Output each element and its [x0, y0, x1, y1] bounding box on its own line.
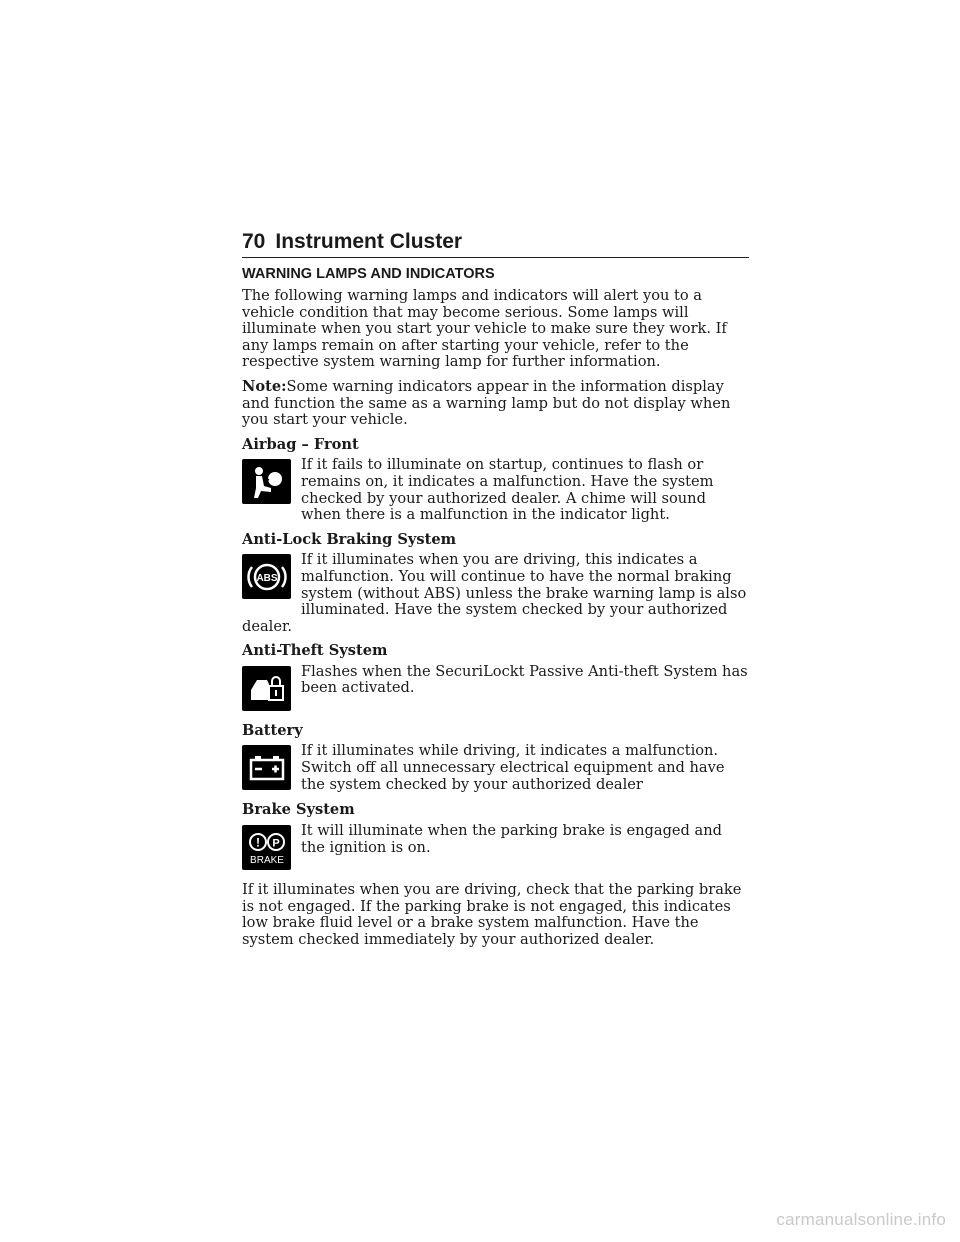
chapter-title: Instrument Cluster	[275, 230, 463, 253]
note-paragraph	[242, 379, 749, 429]
brake-icon	[242, 825, 291, 870]
svg-text:!: !	[255, 835, 260, 850]
brake-followup-paragraph: If it illuminates when you are driving, check that the parking brake is not engaged. If the parking brake is not engaged, this indicates low brake fluid level or a brake system malfunction. Have the system checked immediately by your authorized dealer.	[242, 881, 742, 948]
manual-page	[242, 230, 749, 956]
intro-paragraph: The following warning lamps and indicators will alert you to a vehicle condition that may become serious. Some lamps will illuminate when you start your vehicle to make sure they work. If any lamps remain on after starting your vehicle, refer to the respective system warning lamp for further information.	[242, 287, 727, 371]
page-number: 70	[242, 230, 266, 253]
item-battery	[242, 723, 749, 795]
item-title: Airbag – Front	[242, 435, 359, 453]
item-title: Anti-Theft System	[242, 642, 388, 660]
item-text: Flashes when the SecuriLockt Passive Anti-theft System has been activated.	[301, 662, 748, 697]
item-title: Anti-Lock Braking System	[242, 530, 457, 548]
item-title: Battery	[242, 721, 303, 739]
abs-icon-label: ABS	[255, 572, 278, 584]
item-title: Brake System	[242, 801, 355, 819]
item-text: If it illuminates while driving, it indicates a malfunction. Switch off all unnecessary electrical equipment and have the system checked by your authorized dealer	[301, 742, 725, 793]
item-airbag	[242, 437, 749, 524]
section-title: WARNING LAMPS AND INDICATORS	[242, 266, 495, 282]
abs-icon	[242, 554, 291, 599]
item-text: It will illuminate when the parking brake is engaged and the ignition is on.	[301, 822, 722, 856]
battery-icon	[242, 745, 291, 790]
watermark: carmanualsonline.info	[776, 1210, 946, 1229]
item-anti-theft	[242, 643, 749, 715]
item-text: If it fails to illuminate on startup, continues to flash or remains on, it indicates a malfunction. Have the system checked by your authorized dealer. A chime will sound when there is a malfunction in the indicator light.	[301, 456, 714, 524]
note-text: Some warning indicators appear in the information display and function the same as a warning lamp but do not display when you start your vehicle.	[242, 377, 731, 429]
anti-theft-icon	[242, 666, 291, 711]
svg-text:P: P	[271, 837, 280, 850]
page-header	[242, 230, 749, 258]
note-label: Note:	[242, 377, 287, 395]
item-text: If it illuminates when you are driving, this indicates a malfunction. You will continue to have the normal braking system (without ABS) unless the brake warning lamp is also illuminated. Have the system checked by your authorized dealer.	[242, 551, 747, 635]
airbag-icon	[242, 459, 291, 504]
brake-icon-label: BRAKE	[249, 854, 284, 866]
item-abs	[242, 532, 749, 636]
item-brake	[242, 802, 749, 874]
